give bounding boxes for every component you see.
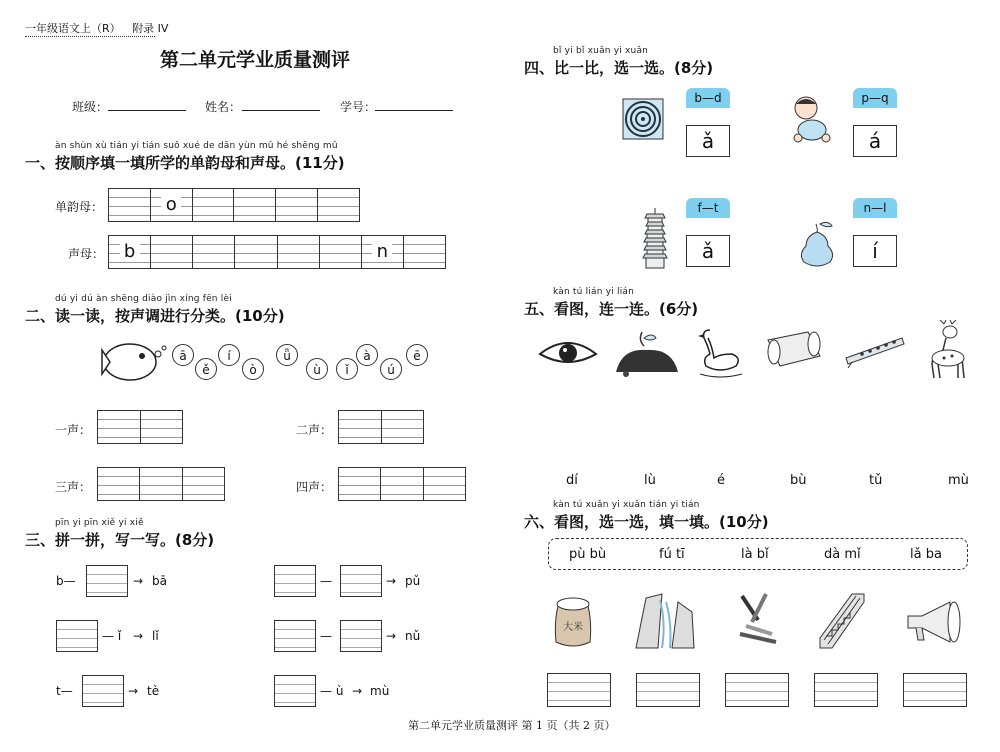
s5-word[interactable]: lù [644, 473, 656, 488]
cloth-icon [764, 330, 824, 374]
svg-text:大米: 大米 [563, 622, 583, 633]
s6-option: lǎ ba [910, 547, 942, 562]
s6-option: là bǐ [741, 547, 769, 562]
tone-cell[interactable] [98, 468, 140, 500]
s6-heading: 六、看图，选一选，填一填。(10分) [524, 513, 769, 531]
s3-pinyin: pīn yi pīn xiě yi xiě [55, 518, 144, 528]
flute-icon [842, 332, 908, 368]
vowel-cell[interactable] [151, 189, 193, 221]
arrow-icon: → [128, 684, 139, 698]
tone-cell[interactable] [141, 411, 183, 443]
s3-item1-box[interactable] [86, 565, 128, 597]
arrow-icon: → [386, 574, 397, 588]
class-field[interactable] [108, 110, 186, 111]
target-icon [622, 98, 664, 140]
s6-pinyin: kàn tú xuǎn yi xuǎn tián yi tián [553, 500, 700, 510]
soil-icon [612, 328, 682, 378]
s4-item2-tag: p—q [853, 88, 897, 108]
s6-option: fú tī [659, 547, 685, 562]
s5-heading: 五、看图，连一连。(6分) [524, 300, 699, 318]
s4-item2-answer[interactable]: á [853, 125, 897, 157]
s4-item4-tag: n—l [853, 198, 897, 218]
consonant-cell[interactable] [404, 236, 445, 268]
loudspeaker-icon [904, 600, 966, 644]
vowel-cell[interactable] [318, 189, 359, 221]
goose-icon [696, 324, 746, 380]
tone-bubble: ā [172, 344, 194, 366]
s6-answer-box[interactable] [636, 673, 700, 707]
consonant-letter: n [372, 242, 392, 262]
tone-bubble: ǐ [336, 358, 358, 380]
deer-icon [924, 320, 970, 382]
tone1-label: 一声： [55, 423, 92, 437]
s4-heading: 四、比一比，选一选。(8分) [524, 59, 714, 77]
s3-item2-result: pǔ [405, 574, 421, 588]
s4-item1-answer[interactable]: ǎ [686, 125, 730, 157]
tone-cell[interactable] [382, 411, 424, 443]
consonant-cell[interactable] [193, 236, 235, 268]
tone-cell[interactable] [183, 468, 224, 500]
id-label: 学号： [340, 100, 377, 114]
consonant-grid[interactable] [108, 235, 446, 269]
s4-pinyin: bǐ yi bǐ xuǎn yi xuǎn [553, 46, 649, 56]
s6-answer-box[interactable] [903, 673, 967, 707]
tone-bubble: í [218, 344, 240, 366]
tone1-boxes[interactable] [97, 410, 183, 444]
s5-word[interactable]: mù [948, 473, 969, 488]
consonant-cell[interactable] [320, 236, 362, 268]
name-label: 姓名： [205, 100, 242, 114]
tone-bubble: à [356, 344, 378, 366]
tone-cell[interactable] [381, 468, 423, 500]
tone4-label: 四声： [296, 480, 333, 494]
s3-item5-box[interactable] [82, 675, 124, 707]
header-dotted-rule [25, 36, 155, 37]
s3-item1-prefix: b— [56, 574, 76, 588]
s3-item4-mid: — [320, 629, 332, 643]
s6-answer-box[interactable] [725, 673, 789, 707]
vowel-letter: o [161, 195, 181, 215]
tone-cell[interactable] [339, 411, 382, 443]
eye-icon [538, 334, 598, 370]
s1-row2-label: 声母： [68, 247, 105, 261]
s5-word[interactable]: é [717, 473, 725, 488]
vowel-cell[interactable] [193, 189, 235, 221]
s3-item4-result: nǔ [405, 629, 421, 643]
tone-cell[interactable] [339, 468, 381, 500]
s1-heading: 一、按顺序填一填所学的单韵母和声母。(11分) [25, 154, 345, 172]
tone-bubble: ě [195, 358, 217, 380]
pagoda-icon [640, 208, 670, 270]
consonant-cell[interactable] [109, 236, 151, 268]
consonant-letter: b [120, 242, 140, 262]
vowel-cell[interactable] [234, 189, 276, 221]
s6-option: dà mǐ [824, 547, 861, 562]
s1-pinyin: àn shùn xù tián yi tián suǒ xué de dān yùn mǔ hé shēng mǔ [55, 141, 338, 151]
arrow-icon: → [386, 629, 397, 643]
s6-answer-box[interactable] [547, 673, 611, 707]
header-book: 一年级语文上（R） 附录 IV [25, 22, 169, 35]
tone2-boxes[interactable] [338, 410, 424, 444]
baby-icon [790, 94, 834, 146]
s3-item4-box1[interactable] [274, 620, 316, 652]
escalator-icon [816, 588, 868, 652]
id-field[interactable] [375, 110, 453, 111]
consonant-cell[interactable] [235, 236, 277, 268]
fish-icon [100, 340, 170, 384]
s3-item2-box2[interactable] [340, 565, 382, 597]
tone3-boxes[interactable] [97, 467, 225, 501]
s3-item4-box2[interactable] [340, 620, 382, 652]
pear-icon [796, 220, 838, 268]
tone-bubble: ǖ [276, 344, 298, 366]
s3-item6-box[interactable] [274, 675, 316, 707]
s3-item1-result: bā [152, 574, 167, 588]
s6-answer-box[interactable] [814, 673, 878, 707]
tone-bubble: ē [406, 344, 428, 366]
tone3-label: 三声： [55, 480, 92, 494]
tone-cell[interactable] [98, 411, 141, 443]
s2-pinyin: dú yi dú àn shēng diào jìn xíng fēn lèi [55, 294, 232, 304]
s3-item3-box[interactable] [56, 620, 98, 652]
s2-heading: 二、读一读，按声调进行分类。(10分) [25, 307, 285, 325]
waterfall-icon [632, 592, 696, 652]
s3-heading: 三、拼一拼，写一写。(8分) [25, 531, 215, 549]
rice-bag-icon [548, 592, 598, 650]
tone2-label: 二声： [296, 423, 333, 437]
s3-item2-mid: — [320, 574, 332, 588]
s3-item6-result: mù [370, 684, 390, 698]
s3-item2-box1[interactable] [274, 565, 316, 597]
class-label: 班级： [72, 100, 109, 114]
s3-item3-result: lǐ [152, 629, 159, 643]
tone-bubble: ù [306, 358, 328, 380]
s6-option: pù bù [569, 547, 607, 562]
vowel-grid[interactable] [108, 188, 360, 222]
s3-item5-prefix: t— [56, 684, 73, 698]
consonant-cell[interactable] [278, 236, 320, 268]
vowel-cell[interactable] [109, 189, 151, 221]
s4-item3-tag: f—t [686, 198, 730, 218]
tone-bubble: ú [380, 358, 402, 380]
crayons-icon [732, 590, 782, 650]
tone-bubble: ò [242, 358, 264, 380]
s3-item6-mid: — ù [320, 684, 344, 698]
page-title: 第二单元学业质量测评 [160, 49, 351, 71]
arrow-icon: → [352, 684, 363, 698]
s5-word[interactable]: tǔ [869, 473, 883, 488]
tone-cell[interactable] [140, 468, 182, 500]
tone-cell[interactable] [424, 468, 465, 500]
s5-word[interactable]: bù [790, 473, 807, 488]
consonant-cell[interactable] [362, 236, 404, 268]
s4-item1-tag: b—d [686, 88, 730, 108]
s5-word[interactable]: dí [566, 473, 578, 488]
s5-pinyin: kàn tú lián yi lián [553, 287, 635, 297]
page-footer: 第二单元学业质量测评 第 1 页（共 2 页） [408, 719, 616, 732]
arrow-icon: → [133, 574, 144, 588]
name-field[interactable] [242, 110, 320, 111]
s4-item3-answer[interactable]: ǎ [686, 235, 730, 267]
s1-row1-label: 单韵母： [55, 200, 104, 214]
s3-item3-mid: — ǐ [102, 629, 122, 643]
consonant-cell[interactable] [151, 236, 193, 268]
s3-item5-result: tè [147, 684, 160, 698]
tone4-boxes[interactable] [338, 467, 466, 501]
vowel-cell[interactable] [276, 189, 318, 221]
arrow-icon: → [133, 629, 144, 643]
s4-item4-answer[interactable]: í [853, 235, 897, 267]
